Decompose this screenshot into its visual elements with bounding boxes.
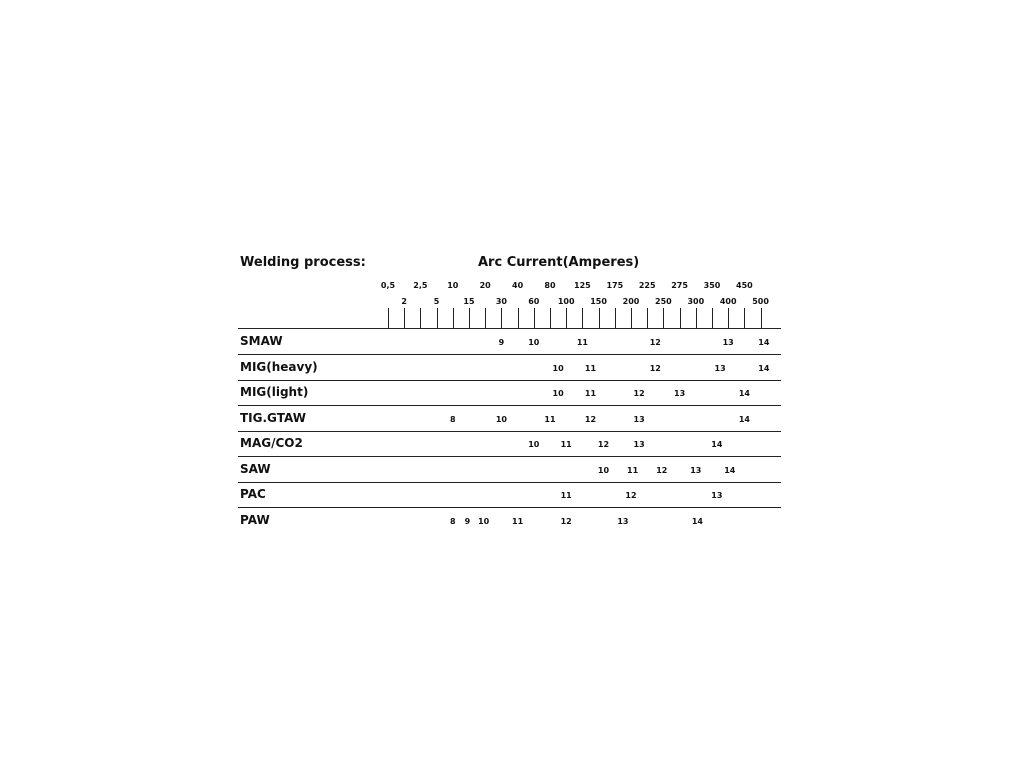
process-name: MAG/CO2 xyxy=(240,436,303,450)
shade-number: 13 xyxy=(633,440,645,449)
scale-label-bottom: 400 xyxy=(719,297,737,306)
scale-tick xyxy=(518,308,519,328)
shade-number: 14 xyxy=(738,414,750,424)
scale-label-top: 2,5 xyxy=(413,281,428,290)
process-name: SMAW xyxy=(240,334,283,348)
scale-label-bottom: 2 xyxy=(401,297,407,306)
shade-number: 8 xyxy=(450,414,456,424)
scale-tick xyxy=(663,308,664,328)
scale-tick xyxy=(761,308,762,328)
shade-number: 11 xyxy=(584,389,597,398)
shade-number: 9 xyxy=(464,516,471,526)
shade-number: 14 xyxy=(724,465,736,475)
welding-process-heading: Welding process: xyxy=(240,255,366,270)
shade-number: 11 xyxy=(627,465,639,475)
scale-label-bottom: 30 xyxy=(495,297,507,306)
row-divider xyxy=(238,482,781,483)
scale-tick xyxy=(485,308,486,328)
shade-number: 12 xyxy=(597,440,610,449)
scale-label-top: 0,5 xyxy=(380,281,396,290)
arc-current-heading: Arc Current(Amperes) xyxy=(478,255,640,270)
shade-number: 14 xyxy=(691,516,703,526)
shade-number: 12 xyxy=(633,389,645,398)
shade-number: 12 xyxy=(584,414,597,424)
shade-number: 13 xyxy=(722,338,734,347)
row-divider xyxy=(238,507,781,508)
scale-tick xyxy=(420,308,421,328)
shade-number: 14 xyxy=(711,440,723,449)
process-name: TIG.GTAW xyxy=(240,410,306,425)
scale-tick xyxy=(631,308,632,328)
row-divider xyxy=(238,431,781,432)
scale-tick xyxy=(680,308,681,328)
process-name: SAW xyxy=(240,461,271,476)
shade-number: 11 xyxy=(584,363,597,373)
row-divider xyxy=(238,380,781,381)
scale-tick xyxy=(566,308,567,328)
scale-tick xyxy=(712,308,713,328)
scale-tick xyxy=(728,308,729,328)
scale-label-top: 275 xyxy=(671,281,688,290)
scale-label-bottom: 200 xyxy=(622,297,640,306)
scale-label-top: 40 xyxy=(512,281,524,290)
scale-tick xyxy=(599,308,600,328)
scale-baseline xyxy=(238,328,781,329)
shade-number: 10 xyxy=(478,516,490,526)
scale-label-bottom: 150 xyxy=(590,297,607,306)
shade-number: 10 xyxy=(552,363,564,373)
scale-label-bottom: 5 xyxy=(433,297,440,306)
shade-number: 8 xyxy=(450,516,456,526)
shade-number: 11 xyxy=(512,516,524,526)
scale-tick xyxy=(453,308,454,328)
scale-tick xyxy=(534,308,535,328)
scale-tick xyxy=(550,308,551,328)
scale-label-top: 20 xyxy=(479,281,491,290)
shade-number: 11 xyxy=(544,414,556,424)
shade-number: 13 xyxy=(711,491,723,500)
process-name: MIG(heavy) xyxy=(240,359,318,374)
scale-tick xyxy=(744,308,745,328)
shade-number: 13 xyxy=(674,389,686,398)
shade-number: 10 xyxy=(552,389,564,398)
shade-number: 10 xyxy=(597,465,610,475)
scale-label-bottom: 60 xyxy=(528,297,540,306)
process-name: PAW xyxy=(240,512,270,527)
scale-tick xyxy=(501,308,502,328)
row-divider xyxy=(238,354,781,355)
scale-tick xyxy=(582,308,583,328)
scale-label-top: 350 xyxy=(703,281,721,290)
row-divider xyxy=(238,405,781,406)
shade-number: 10 xyxy=(528,440,540,449)
scale-label-bottom: 300 xyxy=(687,297,705,306)
scale-tick xyxy=(437,308,438,328)
scale-label-top: 225 xyxy=(638,281,656,290)
shade-number: 13 xyxy=(617,516,629,526)
scale-label-top: 125 xyxy=(574,281,591,290)
scale-label-top: 175 xyxy=(606,281,624,290)
process-name: PAC xyxy=(240,487,266,501)
process-name: MIG(light) xyxy=(240,385,309,399)
shade-number: 12 xyxy=(625,491,637,500)
scale-tick xyxy=(388,308,389,328)
scale-label-top: 10 xyxy=(447,281,459,290)
row-divider xyxy=(238,456,781,457)
shade-number: 14 xyxy=(738,389,750,398)
shade-number: 11 xyxy=(560,440,572,449)
scale-tick xyxy=(469,308,470,328)
shade-number: 12 xyxy=(649,363,661,373)
shade-number: 12 xyxy=(649,338,661,347)
shade-number: 10 xyxy=(495,414,507,424)
scale-label-bottom: 100 xyxy=(557,297,575,306)
scale-tick xyxy=(404,308,405,328)
shade-number: 12 xyxy=(560,516,572,526)
shade-number: 13 xyxy=(633,414,645,424)
scale-label-top: 80 xyxy=(544,281,556,290)
scale-label-bottom: 500 xyxy=(752,297,769,306)
shade-number: 13 xyxy=(714,363,726,373)
shade-number: 13 xyxy=(690,465,702,475)
shade-number: 11 xyxy=(576,338,588,347)
shade-number: 9 xyxy=(498,338,505,347)
shade-number: 14 xyxy=(758,338,770,347)
scale-label-top: 450 xyxy=(736,281,753,290)
shade-number: 11 xyxy=(560,491,572,500)
shade-number: 12 xyxy=(656,465,668,475)
shade-number: 10 xyxy=(528,338,540,347)
shade-number: 14 xyxy=(758,363,770,373)
scale-label-bottom: 250 xyxy=(655,297,672,306)
scale-tick xyxy=(615,308,616,328)
scale-label-bottom: 15 xyxy=(463,297,475,306)
scale-tick xyxy=(696,308,697,328)
scale-tick xyxy=(647,308,648,328)
